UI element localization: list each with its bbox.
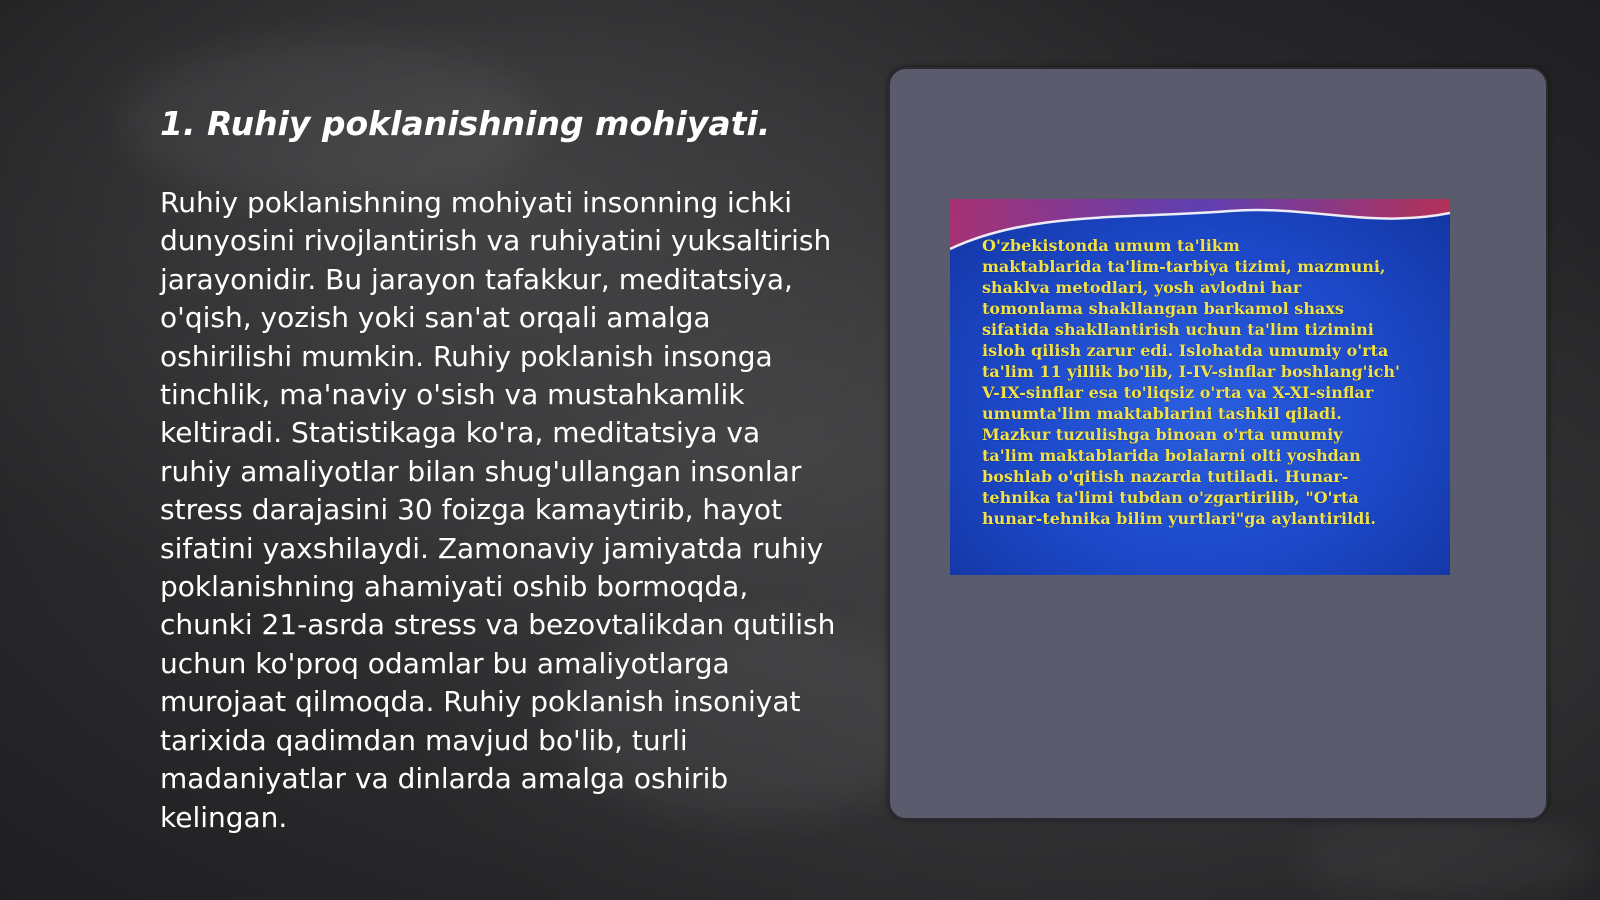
slide-title: 1. Ruhiy poklanishning mohiyati. <box>160 104 771 143</box>
slide-body-text: Ruhiy poklanishning mohiyati insonning ichki dunyosini rivojlantirish va ruhiyatini yuksaltirish jarayonidir. Bu jarayon tafakkur, meditatsiya, o'qish, yozish yoki san'at orqali amalga oshirilishi mumkin. Ruhiy poklanish insonga tinchlik, ma'naviy o'sish va mustahkamlik keltiradi. Statistikaga ko'ra, meditatsiya va ruhiy amaliyotlar bilan shug'ullangan insonlar stress darajasini 30 foizga kamaytirib, hayot sifatini yaxshilaydi. Zamonaviy jamiyatda ruhiy poklanishning ahamiyati oshib bormoqda, chunki 21-asrda stress va bezovtalikdan qutilish uchun ko'proq odamlar bu amaliyotlarga murojaat qilmoqda. Ruhiy poklanish insoniyat tarixida qadimdan mavjud bo'lib, turli madaniyatlar va dinlarda amalga oshirib kelingan. <box>160 186 836 834</box>
embedded-slide-image <box>950 199 1450 575</box>
embedded-slide-text: O'zbekistonda umum ta'likm maktablarida ta'lim-tarbiya tizimi, mazmuni, shaklva metodlari, yosh avlodni har tomonlama shakllangan barkamol shaxs sifatida shakllantirish uchun ta'lim tizimini isloh qilish zarur edi. Islohatda umumiy o'rta ta'lim 11 yillik bo'lib, I-IV-sinflar boshlang'ich' V-IX-sinflar esa to'liqsiz o'rta va X-XI-sinflar umumta'lim maktablarini tashkil qiladi. Mazkur tuzulishga binoan o'rta umumiy ta'lim maktablarida bolalarni olti yoshdan boshlab o'qitish nazarda tutiladi. Hunar- tehnika ta'limi tubdan o'zgartirilib, "O'rta hunar-tehnika bilim yurtlari"ga aylantirildi. <box>982 236 1400 528</box>
